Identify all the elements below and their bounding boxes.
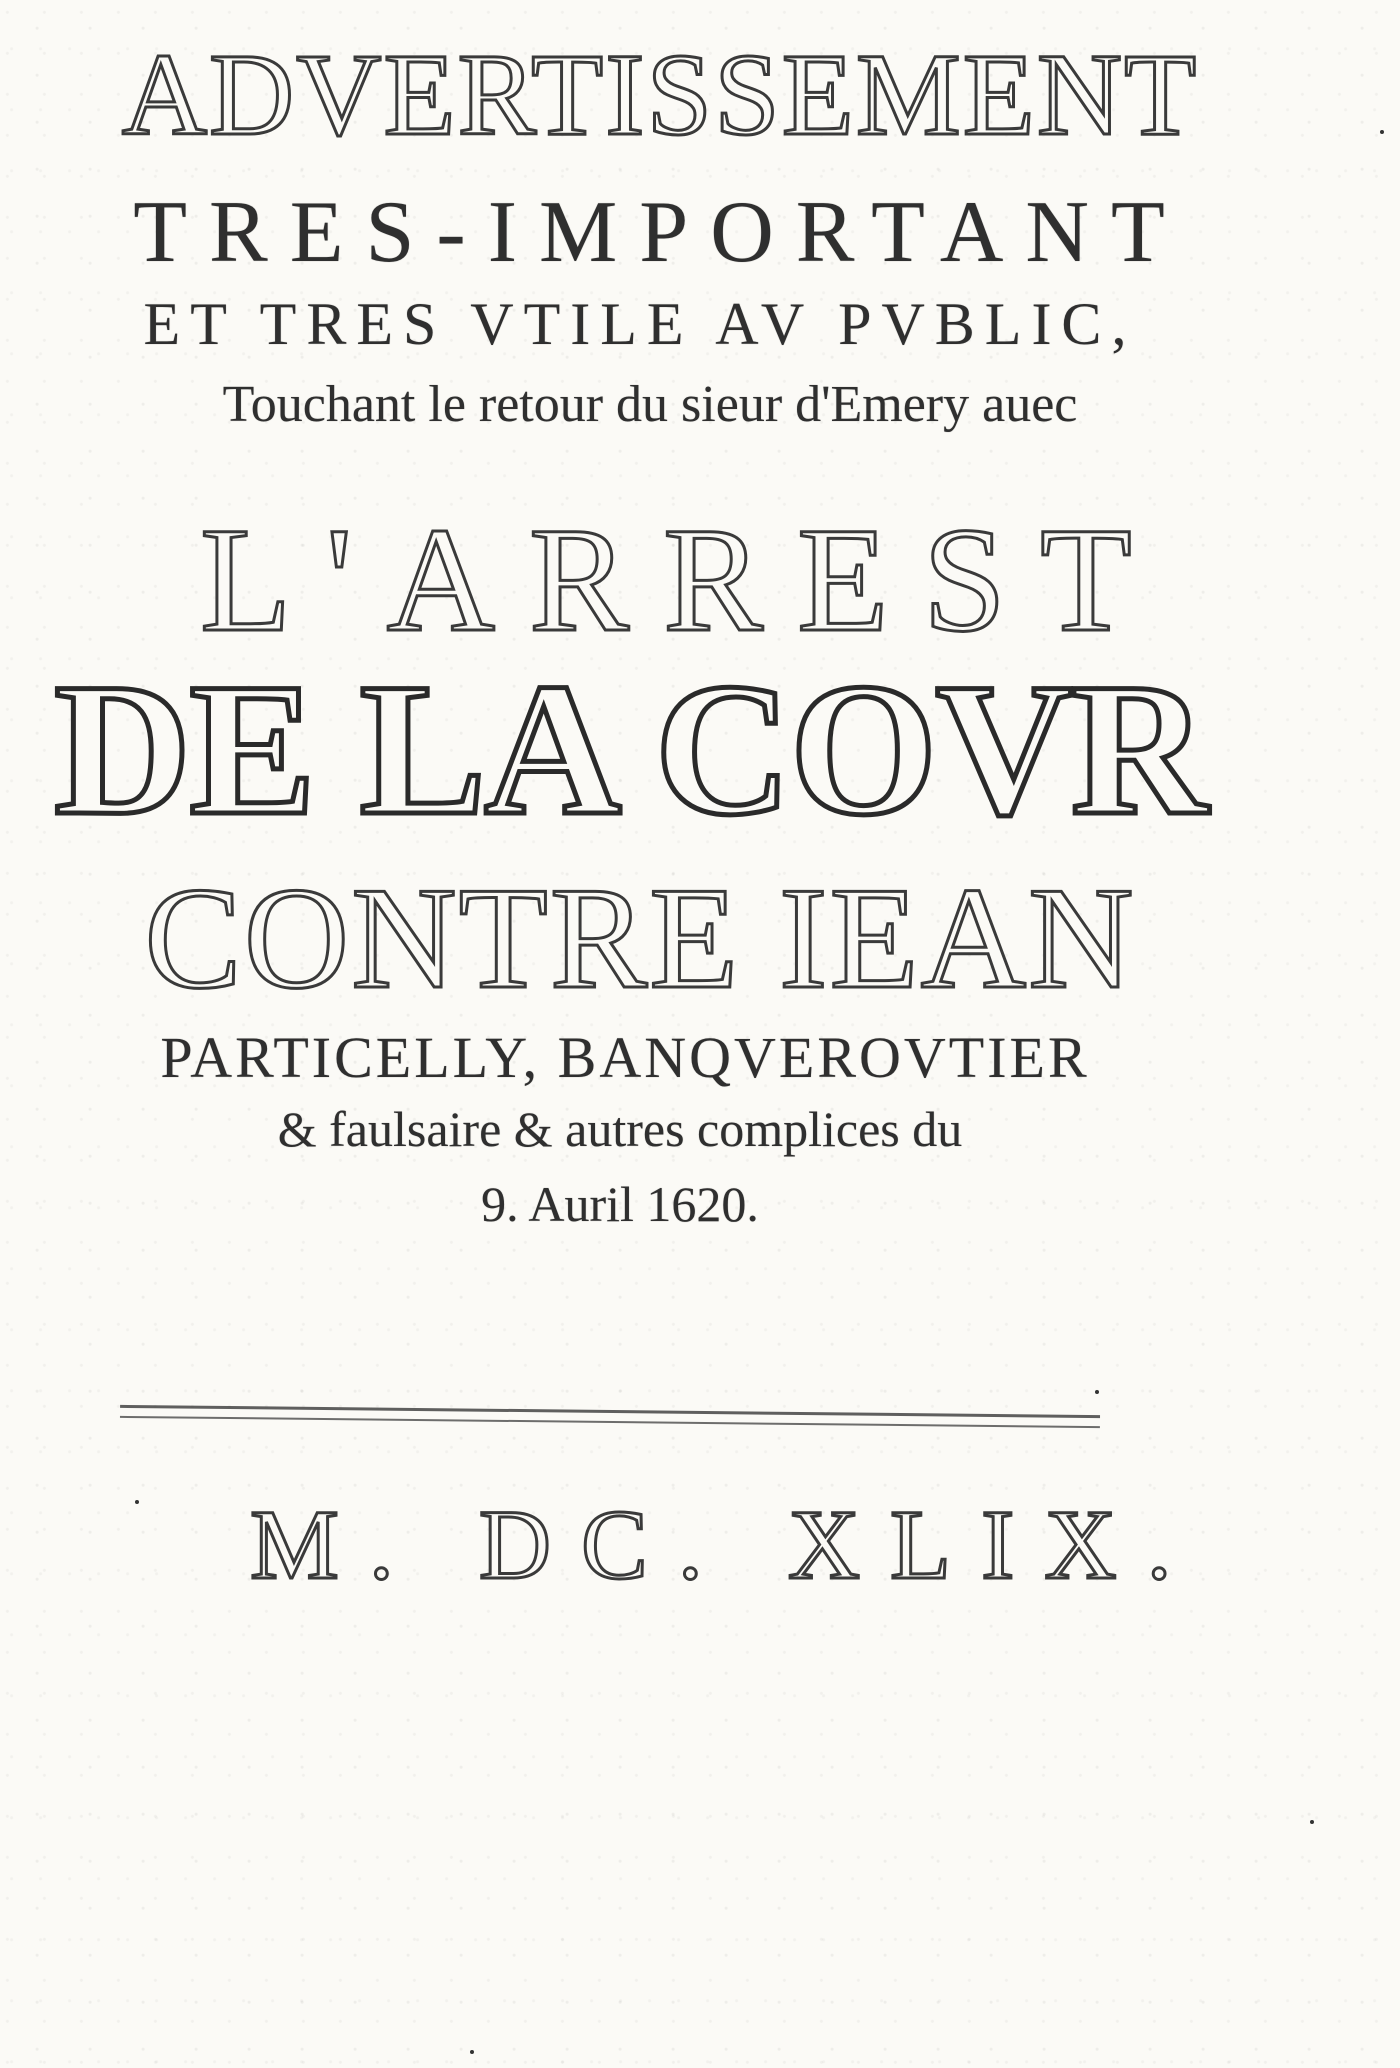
title-de-la-cour: DE LA COVR: [54, 645, 1206, 855]
subtitle-tres-important: TRES-IMPORTANT: [133, 184, 1187, 281]
ink-speck: [470, 2050, 474, 2054]
ink-speck: [1380, 130, 1384, 134]
horizontal-rule: [120, 1405, 1100, 1428]
subtitle-particelly: PARTICELLY, BANQVEROVTIER: [160, 1025, 1090, 1090]
ink-speck: [135, 1500, 139, 1504]
ink-speck: [1310, 1820, 1314, 1824]
subtitle-utile-au-public: ET TRES VTILE AV PVBLIC,: [143, 291, 1137, 357]
title-contre-iean: CONTRE IEAN: [144, 857, 1136, 1019]
subtitle-date: 9. Auril 1620.: [481, 1176, 759, 1232]
title-larrest: L'ARREST: [200, 497, 1166, 663]
ink-speck: [1095, 1390, 1099, 1394]
subtitle-faulsaire: & faulsaire & autres complices du: [277, 1101, 963, 1157]
imprint-date: M. DC. XLIX.: [250, 1489, 1202, 1600]
subtitle-touchant: Touchant le retour du sieur d'Emery auec: [222, 376, 1078, 433]
title-advertissement: ADVERTISSEMENT: [121, 29, 1199, 160]
